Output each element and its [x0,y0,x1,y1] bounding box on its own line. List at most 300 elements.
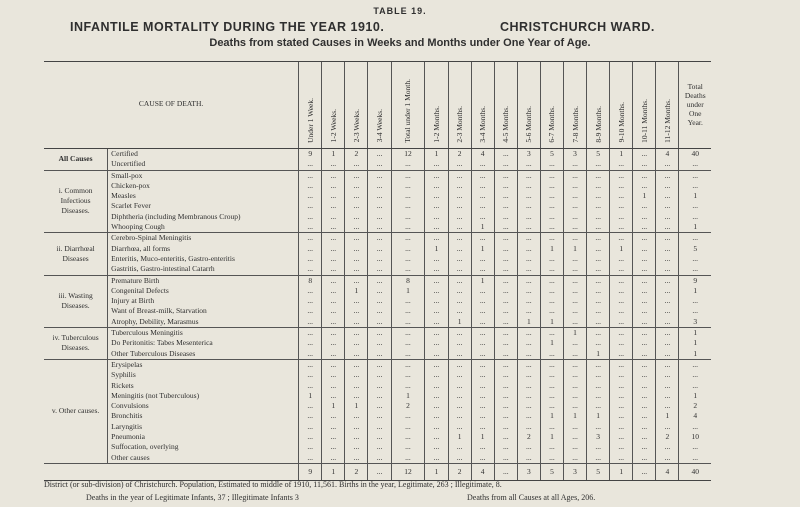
value-cell: ... [587,370,610,380]
value-cell: ... [299,159,322,170]
value-cell: ... [299,201,322,211]
value-cell: ... [633,370,656,380]
value-cell: ... [471,201,494,211]
value-cell: ... [448,338,471,348]
value-cell: ... [610,381,633,391]
value-cell: ... [425,306,448,316]
period-column-header [425,62,448,149]
value-cell: ... [322,286,345,296]
value-cell: ... [368,254,391,264]
row-total-cell: ... [679,296,711,306]
value-cell: ... [633,432,656,442]
row-total-cell: 2 [679,401,711,411]
value-cell: ... [471,181,494,191]
cause-label: Certified [108,149,299,160]
value-cell: ... [299,328,322,339]
row-total-cell: ... [679,442,711,452]
value-cell: ... [587,381,610,391]
value-cell: 2 [517,432,540,442]
value-cell: ... [448,359,471,370]
value-cell: ... [610,442,633,452]
cause-label: Whooping Cough [108,222,299,233]
value-cell: ... [610,317,633,328]
table-row [44,212,711,222]
value-cell: ... [563,381,586,391]
value-cell: 1 [448,317,471,328]
period-column-label: 8-9 Months. [593,106,603,143]
value-cell: ... [425,286,448,296]
value-cell: ... [345,170,368,181]
value-cell: ... [517,349,540,360]
value-cell: ... [517,411,540,421]
value-cell: ... [610,432,633,442]
value-cell: ... [368,328,391,339]
value-cell: ... [633,359,656,370]
value-cell: ... [345,381,368,391]
totals-row [44,463,711,480]
period-column-header [563,62,586,149]
value-cell: ... [494,191,517,201]
value-cell: ... [345,159,368,170]
value-cell: ... [448,370,471,380]
row-total-cell: ... [679,370,711,380]
value-cell: ... [368,244,391,254]
cause-label: Syphilis [108,370,299,380]
value-cell: ... [425,328,448,339]
value-cell: ... [345,453,368,464]
value-cell: ... [540,328,563,339]
value-cell: ... [471,381,494,391]
table-row [44,306,711,316]
value-cell: ... [540,222,563,233]
table-subtitle: Deaths from stated Causes in Weeks and Months under One Year of Age. [209,37,591,49]
total-cell: 4 [471,463,494,480]
value-cell: ... [425,442,448,452]
period-column-header [391,62,425,149]
total-cell: ... [494,463,517,480]
row-total-cell: ... [679,306,711,316]
value-cell: ... [391,422,425,432]
footer-population: District (or sub-division) of Christchurch. Population, Estimated to middle of 1910, 11,561. Births in the year, Legitimate, 263 ; Illegitimate, 8. [44,480,502,489]
value-cell: ... [448,286,471,296]
value-cell: 1 [425,149,448,160]
value-cell: 1 [563,328,586,339]
value-cell: ... [587,264,610,275]
value-cell: ... [540,453,563,464]
value-cell: ... [563,170,586,181]
value-cell: ... [425,159,448,170]
value-cell: ... [299,401,322,411]
value-cell: ... [494,201,517,211]
value-cell: ... [494,401,517,411]
value-cell: ... [494,432,517,442]
value-cell: ... [517,453,540,464]
period-column-header [368,62,391,149]
cause-label: Other Tuberculous Diseases [108,349,299,360]
table-row [44,170,711,181]
period-column-label: 9-10 Months. [616,102,626,143]
value-cell: ... [425,254,448,264]
value-cell: ... [471,170,494,181]
value-cell: ... [610,254,633,264]
value-cell: ... [494,264,517,275]
cause-group-label: ii. Diarrhœal Diseases [44,233,108,275]
value-cell: ... [633,264,656,275]
value-cell: ... [391,159,425,170]
value-cell: ... [517,442,540,452]
value-cell: ... [633,422,656,432]
period-column-label: 2-3 Months. [455,106,465,143]
row-total-cell: ... [679,453,711,464]
total-cell: ... [368,463,391,480]
value-cell: ... [322,317,345,328]
cause-group-label: i. Common Infectious Diseases. [44,170,108,233]
value-cell: ... [633,233,656,244]
table-row [44,201,711,211]
value-cell: ... [299,381,322,391]
value-cell: ... [517,170,540,181]
value-cell: ... [448,181,471,191]
value-cell: ... [471,411,494,421]
value-cell: ... [563,306,586,316]
value-cell: ... [494,411,517,421]
table-title: INFANTILE MORTALITY DURING THE YEAR 1910. [70,20,385,34]
value-cell: 1 [391,391,425,401]
value-cell: ... [391,254,425,264]
value-cell: ... [656,159,679,170]
value-cell: ... [633,381,656,391]
value-cell: ... [494,422,517,432]
cause-label: Suffocation, overlying [108,442,299,452]
value-cell: ... [587,286,610,296]
cause-label: Tuberculous Meningitis [108,328,299,339]
value-cell: ... [391,453,425,464]
value-cell: ... [322,453,345,464]
value-cell: 1 [540,411,563,421]
value-cell: ... [517,233,540,244]
total-cell: 1 [610,463,633,480]
value-cell: ... [633,275,656,286]
value-cell: ... [368,286,391,296]
value-cell: ... [494,244,517,254]
value-cell: ... [563,432,586,442]
value-cell: ... [299,244,322,254]
value-cell: ... [540,401,563,411]
value-cell: ... [656,442,679,452]
value-cell: ... [656,422,679,432]
value-cell: ... [368,296,391,306]
value-cell: 1 [391,286,425,296]
value-cell: ... [656,391,679,401]
value-cell: ... [391,244,425,254]
value-cell: ... [656,317,679,328]
value-cell: ... [656,222,679,233]
period-column-label: 6-7 Months. [547,106,557,143]
value-cell: 1 [299,391,322,401]
period-column-header [494,62,517,149]
value-cell: ... [299,286,322,296]
total-cell: 4 [656,463,679,480]
value-cell: ... [587,254,610,264]
value-cell: ... [587,222,610,233]
value-cell: ... [391,264,425,275]
table-row [44,391,711,401]
value-cell: ... [656,233,679,244]
value-cell: ... [448,453,471,464]
value-cell: ... [633,411,656,421]
value-cell: ... [610,306,633,316]
value-cell: ... [517,212,540,222]
cause-label: Chicken-pox [108,181,299,191]
value-cell: ... [633,222,656,233]
table-row [44,296,711,306]
value-cell: ... [322,222,345,233]
value-cell: ... [299,264,322,275]
total-cell: 2 [345,463,368,480]
cause-label: Cerebro-Spinal Meningitis [108,233,299,244]
row-total-cell: 5 [679,244,711,254]
value-cell: ... [448,442,471,452]
value-cell: ... [448,222,471,233]
value-cell: ... [345,233,368,244]
value-cell: ... [448,296,471,306]
value-cell: ... [345,391,368,401]
value-cell: ... [540,296,563,306]
value-cell: ... [345,328,368,339]
period-column-header [656,62,679,149]
mortality-table [44,61,711,481]
value-cell: ... [448,275,471,286]
value-cell: ... [425,222,448,233]
value-cell: ... [540,254,563,264]
table-row [44,422,711,432]
value-cell: ... [322,442,345,452]
value-cell: ... [391,191,425,201]
value-cell: ... [517,370,540,380]
value-cell: ... [368,381,391,391]
value-cell: ... [368,264,391,275]
value-cell: ... [322,422,345,432]
value-cell: ... [633,401,656,411]
value-cell: ... [299,422,322,432]
value-cell: ... [633,181,656,191]
period-column-label: 3-4 Months. [478,106,488,143]
value-cell: ... [494,359,517,370]
period-column-label: Under 1 Week. [305,97,315,143]
value-cell: ... [322,328,345,339]
value-cell: ... [587,391,610,401]
value-cell: ... [563,181,586,191]
value-cell: ... [563,212,586,222]
total-cell: ... [633,463,656,480]
value-cell: ... [494,328,517,339]
value-cell: ... [610,370,633,380]
value-cell: ... [563,233,586,244]
table-row [44,442,711,452]
value-cell: ... [345,442,368,452]
value-cell: ... [299,370,322,380]
value-cell: ... [633,338,656,348]
value-cell: ... [540,233,563,244]
value-cell: ... [345,338,368,348]
value-cell: ... [299,359,322,370]
value-cell: 1 [471,244,494,254]
value-cell: ... [368,170,391,181]
value-cell: ... [563,401,586,411]
table-row [44,328,711,339]
value-cell: ... [322,212,345,222]
value-cell: ... [563,453,586,464]
value-cell: ... [656,359,679,370]
value-cell: ... [633,244,656,254]
row-total-cell: 1 [679,338,711,348]
value-cell: ... [656,212,679,222]
row-total-cell: 1 [679,349,711,360]
cause-label: Want of Breast-milk, Starvation [108,306,299,316]
value-cell: ... [563,359,586,370]
value-cell: ... [587,275,610,286]
value-cell: ... [299,453,322,464]
cause-label: Uncertified [108,159,299,170]
value-cell: ... [322,296,345,306]
value-cell: 1 [322,401,345,411]
cause-label: Small-pox [108,170,299,181]
value-cell: ... [471,370,494,380]
value-cell: ... [610,453,633,464]
value-cell: ... [587,422,610,432]
total-cell: 12 [391,463,425,480]
value-cell: ... [633,328,656,339]
value-cell: ... [391,233,425,244]
value-cell: ... [368,370,391,380]
value-cell: ... [563,275,586,286]
value-cell: ... [322,338,345,348]
period-column-header [299,62,322,149]
total-cell: 2 [448,463,471,480]
table-number: TABLE 19. [373,6,427,16]
value-cell: ... [448,391,471,401]
value-cell: ... [563,191,586,201]
value-cell: ... [587,212,610,222]
value-cell: ... [471,296,494,306]
cause-label: Pneumonia [108,432,299,442]
value-cell: 1 [471,432,494,442]
value-cell: ... [540,181,563,191]
value-cell: ... [587,328,610,339]
row-total-cell: 40 [679,149,711,160]
row-total-cell: 1 [679,391,711,401]
value-cell: ... [471,191,494,201]
value-cell: ... [425,275,448,286]
value-cell: ... [540,306,563,316]
value-cell: 1 [656,411,679,421]
value-cell: ... [368,422,391,432]
value-cell: ... [448,411,471,421]
value-cell: ... [448,244,471,254]
value-cell: ... [633,391,656,401]
totals-row-blank [44,463,299,480]
value-cell: 3 [517,149,540,160]
value-cell: ... [299,233,322,244]
value-cell: ... [368,401,391,411]
value-cell: ... [368,201,391,211]
value-cell: ... [425,170,448,181]
cause-label: Congenital Defects [108,286,299,296]
value-cell: ... [471,306,494,316]
value-cell: ... [345,222,368,233]
value-cell: ... [563,159,586,170]
table-row [44,338,711,348]
value-cell: ... [322,244,345,254]
value-cell: ... [494,181,517,191]
value-cell: ... [471,233,494,244]
value-cell: ... [448,381,471,391]
row-total-cell: 1 [679,191,711,201]
value-cell: ... [563,370,586,380]
value-cell: ... [345,370,368,380]
table-row [44,359,711,370]
row-total-cell: ... [679,159,711,170]
value-cell: ... [368,306,391,316]
table-row [44,286,711,296]
cause-group-label: v. Other causes. [44,359,108,463]
value-cell: ... [587,244,610,254]
table-row [44,264,711,275]
value-cell: 1 [563,411,586,421]
value-cell: ... [540,391,563,401]
value-cell: ... [563,201,586,211]
value-cell: 5 [587,149,610,160]
cause-label: Gastritis, Gastro-intestinal Catarrh [108,264,299,275]
value-cell: ... [425,233,448,244]
period-column-label: 1-2 Weeks. [328,109,338,143]
value-cell: ... [656,338,679,348]
value-cell: ... [425,401,448,411]
value-cell: ... [610,349,633,360]
row-total-cell: ... [679,359,711,370]
value-cell: ... [563,264,586,275]
value-cell: ... [425,212,448,222]
value-cell: ... [322,370,345,380]
table-row [44,411,711,421]
value-cell: ... [494,254,517,264]
value-cell: ... [368,149,391,160]
value-cell: ... [425,181,448,191]
value-cell: ... [299,296,322,306]
value-cell: ... [517,286,540,296]
value-cell: ... [563,442,586,452]
value-cell: ... [471,159,494,170]
value-cell: ... [633,453,656,464]
value-cell: ... [563,338,586,348]
value-cell: ... [610,159,633,170]
value-cell: ... [517,381,540,391]
value-cell: ... [345,422,368,432]
value-cell: 2 [448,149,471,160]
value-cell: ... [368,181,391,191]
value-cell: ... [471,254,494,264]
value-cell: ... [299,306,322,316]
value-cell: ... [448,349,471,360]
cause-group-label: All Causes [44,149,108,171]
value-cell: ... [299,170,322,181]
value-cell: ... [471,328,494,339]
value-cell: ... [345,212,368,222]
value-cell: ... [345,349,368,360]
value-cell: 8 [391,275,425,286]
value-cell: ... [656,244,679,254]
table-row [44,254,711,264]
